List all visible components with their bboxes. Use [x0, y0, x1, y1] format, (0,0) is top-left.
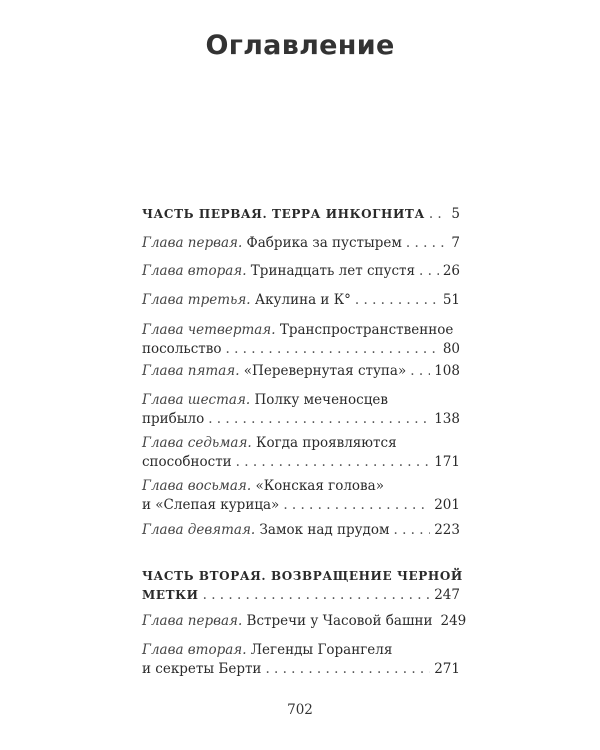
chapter-number: Глава третья.	[142, 292, 251, 308]
leader-dots	[226, 340, 439, 359]
chapter-title-continued: и секреты Берти	[142, 661, 262, 677]
toc-chapter-entry	[142, 291, 460, 310]
page-ref: 247	[434, 587, 460, 603]
chapter-title-continued: и «Слепая курица»	[142, 497, 280, 513]
chapter-number: Глава вторая.	[142, 642, 247, 658]
chapter-number: Глава шестая.	[142, 392, 251, 408]
leader-dots	[265, 660, 430, 679]
toc-part-entry	[142, 205, 460, 224]
toc-chapter-entry	[142, 262, 460, 281]
chapter-title: Акулина и К°	[254, 292, 351, 308]
chapter-number: Глава седьмая.	[142, 435, 252, 451]
page-title: Оглавление	[205, 30, 395, 61]
part-title-continued: МЕТКИ	[142, 588, 199, 602]
chapter-title: «Перевернутая ступа»	[243, 363, 407, 379]
page-ref: 138	[434, 411, 460, 427]
page-ref: 51	[442, 292, 460, 308]
chapter-title: Полку меченосцев	[254, 392, 389, 408]
leader-dots	[203, 586, 431, 605]
chapter-title: Фабрика за пустырем	[246, 235, 402, 251]
toc-part-entry	[142, 567, 463, 605]
page-ref: 201	[434, 497, 460, 513]
chapter-number: Глава первая.	[142, 613, 243, 629]
leader-dots	[410, 362, 430, 381]
page-ref: 223	[434, 522, 460, 538]
toc-chapter-entry	[142, 362, 460, 381]
chapter-title-continued: способности	[142, 454, 232, 470]
chapter-title-continued: посольство	[142, 341, 222, 357]
leader-dots	[355, 291, 439, 310]
chapter-number: Глава восьмая.	[142, 478, 252, 494]
leader-dots	[283, 496, 430, 515]
toc-chapter-entry	[142, 521, 460, 540]
toc-chapter-entry	[142, 391, 460, 429]
chapter-number: Глава пятая.	[142, 363, 240, 379]
chapter-number: Глава девятая.	[142, 522, 256, 538]
chapter-title-continued: прибыло	[142, 411, 205, 427]
page-ref: 271	[434, 661, 460, 677]
toc-chapter-entry	[142, 321, 460, 359]
toc-chapter-entry	[142, 234, 460, 253]
chapter-title: Встречи у Часовой башни	[246, 613, 433, 629]
toc-chapter-entry	[142, 612, 467, 631]
toc-chapter-entry	[142, 434, 460, 472]
chapter-title: Замок над прудом	[259, 522, 390, 538]
part-title: ЧАСТЬ ВТОРАЯ. ВОЗВРАЩЕНИЕ ЧЕРНОЙ	[142, 569, 463, 583]
page-ref: 108	[434, 363, 460, 379]
page-ref: 26	[442, 263, 460, 279]
page-ref: 7	[451, 235, 460, 251]
chapter-title: Когда проявляются	[256, 435, 397, 451]
page-ref: 5	[451, 206, 460, 222]
leader-dots	[394, 521, 431, 540]
toc-chapter-entry	[142, 477, 460, 515]
chapter-number: Глава четвертая.	[142, 322, 276, 338]
chapter-title: «Конская голова»	[255, 478, 384, 494]
page-ref: 171	[434, 454, 460, 470]
chapter-number: Глава вторая.	[142, 263, 247, 279]
leader-dots	[406, 234, 448, 253]
leader-dots	[208, 410, 430, 429]
page-ref: 80	[442, 341, 460, 357]
chapter-number: Глава первая.	[142, 235, 243, 251]
leader-dots	[236, 453, 431, 472]
chapter-title: Легенды Горангеля	[250, 642, 393, 658]
chapter-title: Тринадцать лет спустя	[250, 263, 416, 279]
page-number: 702	[287, 702, 313, 718]
part-title: ЧАСТЬ ПЕРВАЯ. ТЕРРА ИНКОГНИТА	[142, 207, 425, 221]
chapter-title: Транспространственное	[279, 322, 454, 338]
toc-chapter-entry	[142, 641, 460, 679]
page-ref: 249	[440, 613, 467, 629]
leader-dots	[419, 262, 439, 281]
leader-dots	[429, 205, 448, 224]
